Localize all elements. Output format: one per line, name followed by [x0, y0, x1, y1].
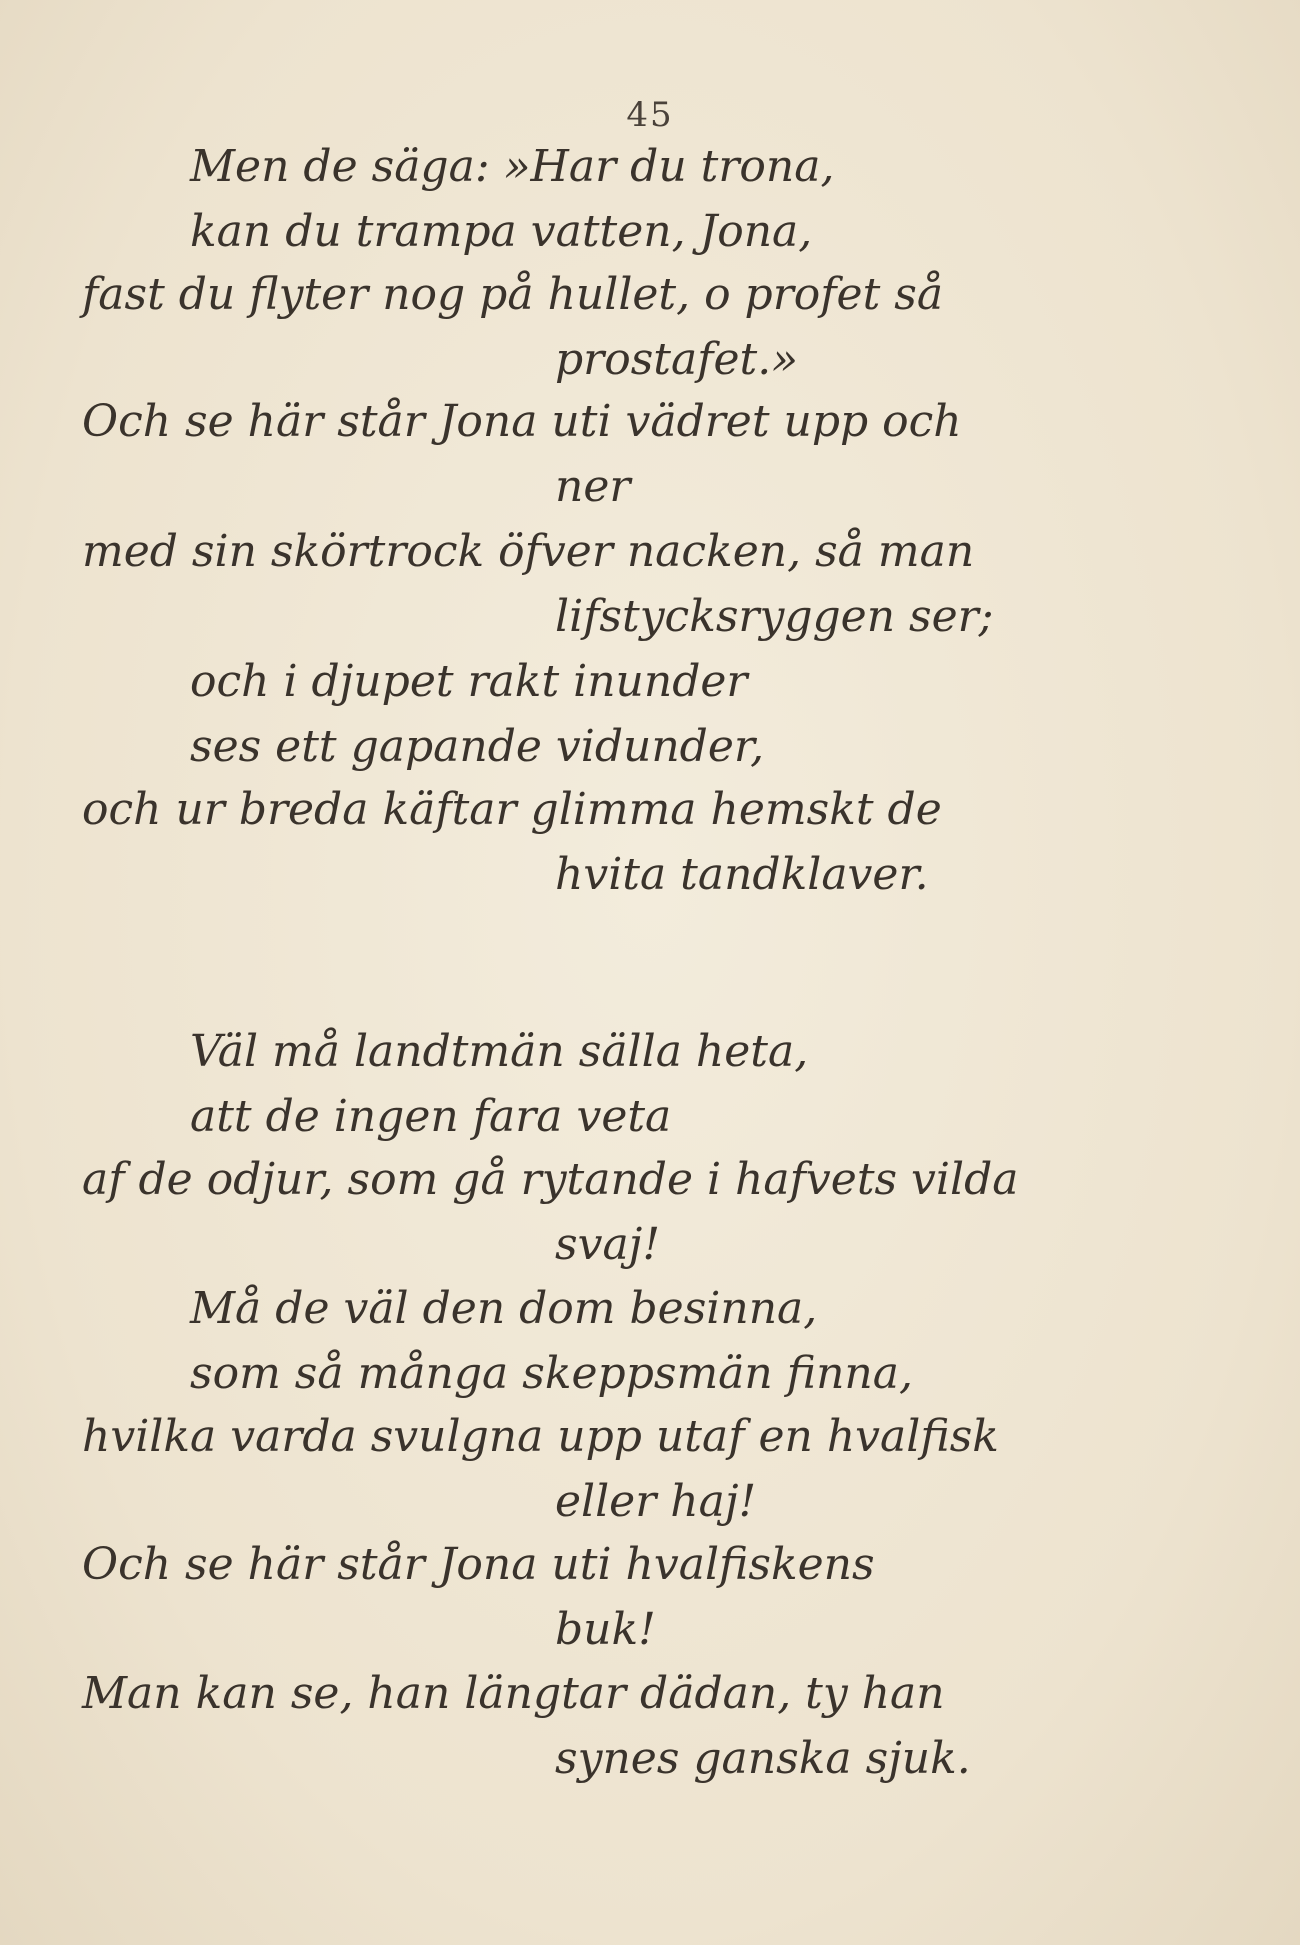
verse-line: Och se här står Jona uti vädret upp och [82, 396, 962, 447]
verse-line: att de ingen fara veta [190, 1091, 672, 1142]
verse-line: buk! [555, 1604, 656, 1655]
verse-line: prostafet.» [555, 334, 799, 385]
verse-line: som så många skeppsmän finna, [190, 1348, 913, 1399]
verse-line: Man kan se, han längtar dädan, ty han [82, 1668, 945, 1719]
verse-line: ner [555, 461, 631, 512]
verse-line: ses ett gapande vidunder, [190, 721, 765, 772]
verse-line: Och se här står Jona uti hvalfiskens [82, 1539, 875, 1590]
verse-line: Men de säga: »Har du trona, [190, 141, 835, 192]
verse-line: svaj! [555, 1219, 660, 1270]
verse-line: hvita tandklaver. [555, 849, 929, 900]
verse-line: och i djupet rakt inunder [190, 656, 748, 707]
verse-line: fast du flyter nog på hullet, o profet så [82, 269, 944, 320]
verse-line: och ur breda käftar glimma hemskt de [82, 784, 942, 835]
verse-line: synes ganska sjuk. [555, 1733, 971, 1784]
verse-line: eller haj! [555, 1476, 757, 1527]
page-number: 45 [626, 95, 674, 135]
verse-line: Väl må landtmän sälla heta, [190, 1026, 809, 1077]
verse-line: kan du trampa vatten, Jona, [190, 206, 813, 257]
verse-line: lifstycksryggen ser; [555, 591, 994, 642]
verse-line: af de odjur, som gå rytande i hafvets vilda [82, 1154, 1019, 1205]
verse-line: hvilka varda svulgna upp utaf en hvalfisk [82, 1411, 999, 1462]
verse-line: med sin skörtrock öfver nacken, så man [82, 526, 975, 577]
verse-line: Må de väl den dom besinna, [190, 1283, 818, 1334]
